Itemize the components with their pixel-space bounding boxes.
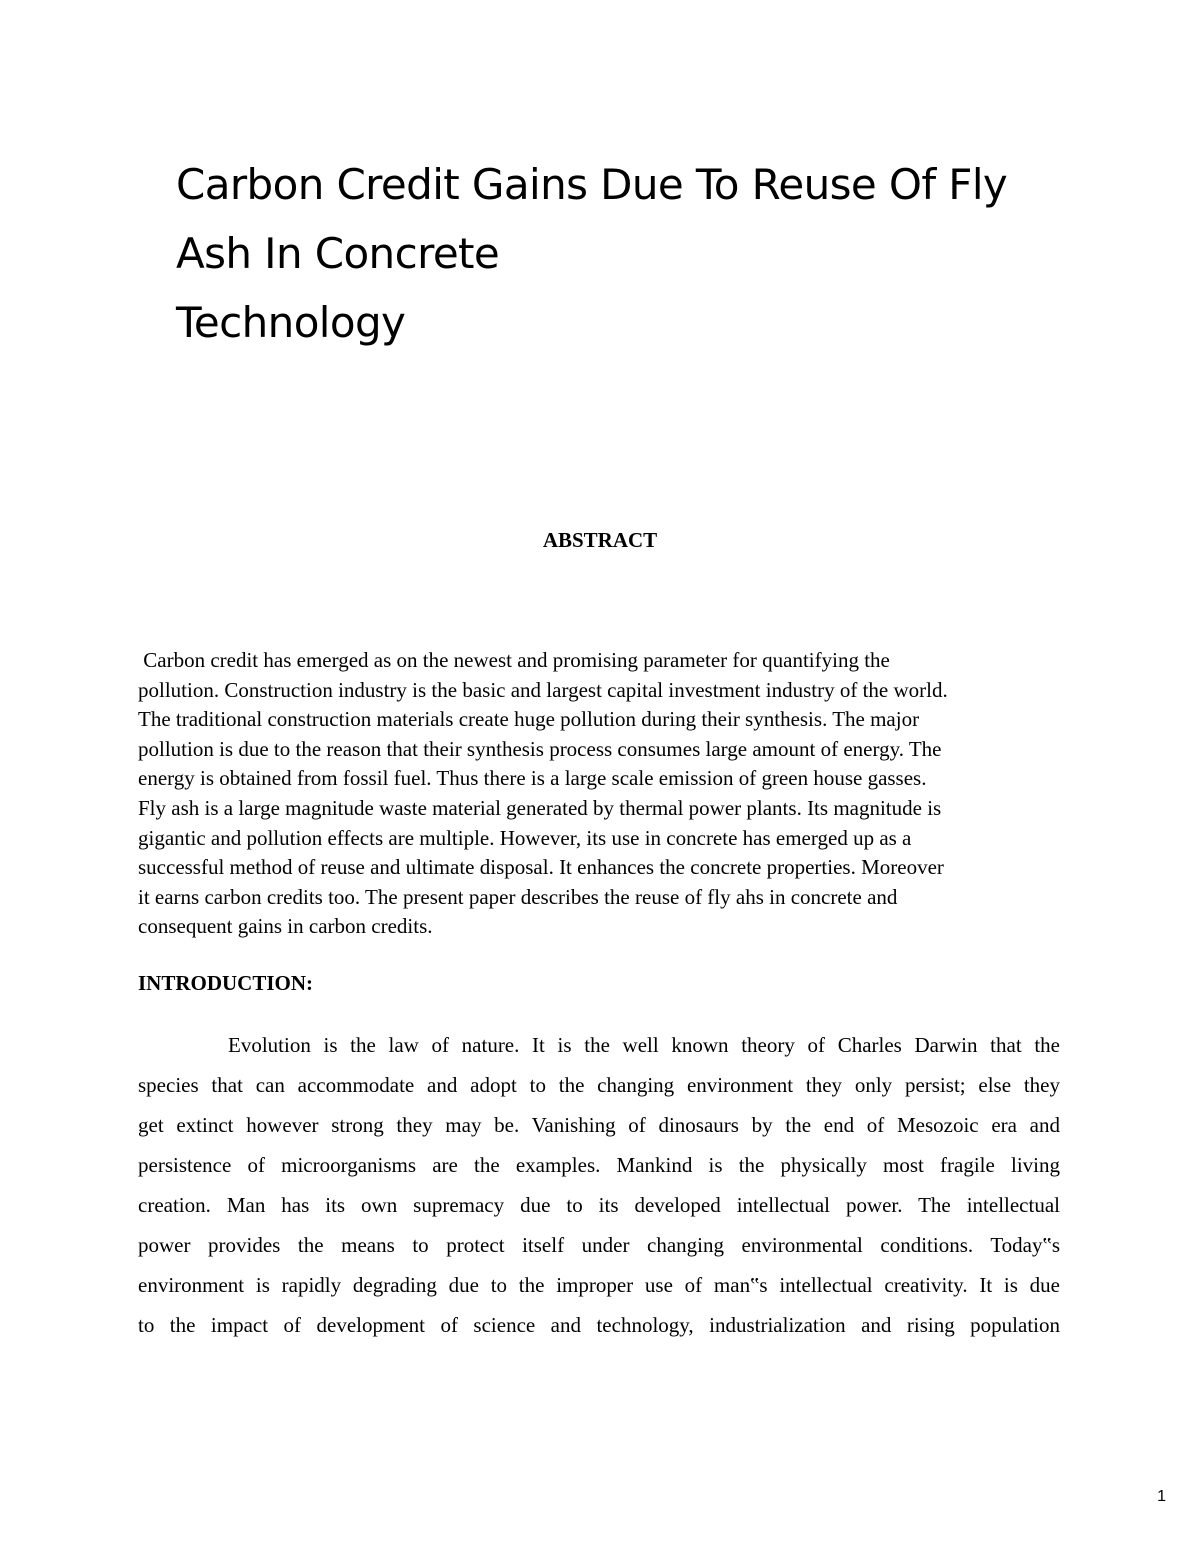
paper-title-line: Ash In Concrete — [176, 229, 500, 278]
abstract-line: Carbon credit has emerged as on the newest and promising parameter for quantifying the — [138, 648, 890, 672]
introduction-heading: INTRODUCTION: — [138, 971, 314, 995]
abstract-line: energy is obtained from fossil fuel. Thus there is a large scale emission of green house gasses. — [138, 766, 927, 791]
introduction-line: creation. Man has its own supremacy due to its developed intellectual power. The intellectual — [138, 1193, 1060, 1217]
abstract-line: The traditional construction materials create huge pollution during their synthesis. The major — [138, 707, 920, 732]
abstract-text — [138, 646, 1078, 942]
introduction-line: power provides the means to protect itself under changing environmental conditions. Today‟s — [138, 1233, 1060, 1257]
paper-title-line: Technology — [176, 298, 406, 347]
paper-title-line: Carbon Credit Gains Due To Reuse Of Fly — [176, 160, 1008, 209]
introduction-line: get extinct however strong they may be. Vanishing of dinosaurs by the end of Mesozoic era and — [138, 1113, 1060, 1137]
introduction-text — [138, 1025, 1060, 1345]
introduction-line: environment is rapidly degrading due to the improper use of man‟s intellectual creativity. It is due — [138, 1273, 1060, 1297]
paper-title — [176, 150, 1076, 357]
abstract-heading: ABSTRACT — [542, 528, 658, 552]
page-number: 1 — [1157, 1488, 1166, 1505]
abstract-line: pollution is due to the reason that their synthesis process consumes large amount of energy. The — [138, 736, 942, 761]
abstract-line: gigantic and pollution effects are multiple. However, its use in concrete has emerged up as a — [138, 825, 912, 850]
introduction-line: species that can accommodate and adopt to the changing environment they only persist; else they — [138, 1073, 1060, 1097]
introduction-line: persistence of microorganisms are the examples. Mankind is the physically most fragile living — [138, 1153, 1060, 1177]
abstract-line: consequent gains in carbon credits. — [138, 914, 433, 939]
abstract-line: successful method of reuse and ultimate disposal. It enhances the concrete properties. Moreover — [138, 855, 944, 880]
abstract-line: Fly ash is a large magnitude waste material generated by thermal power plants. Its magnitude is — [138, 795, 942, 820]
abstract-line: it earns carbon credits too. The present paper describes the reuse of fly ahs in concrete and — [138, 884, 898, 909]
introduction-line: Evolution is the law of nature. It is the well known theory of Charles Darwin that the — [228, 1033, 1060, 1057]
abstract-line: pollution. Construction industry is the basic and largest capital investment industry of the world. — [138, 677, 948, 702]
introduction-line: to the impact of development of science and technology, industrialization and rising population — [138, 1313, 1060, 1337]
